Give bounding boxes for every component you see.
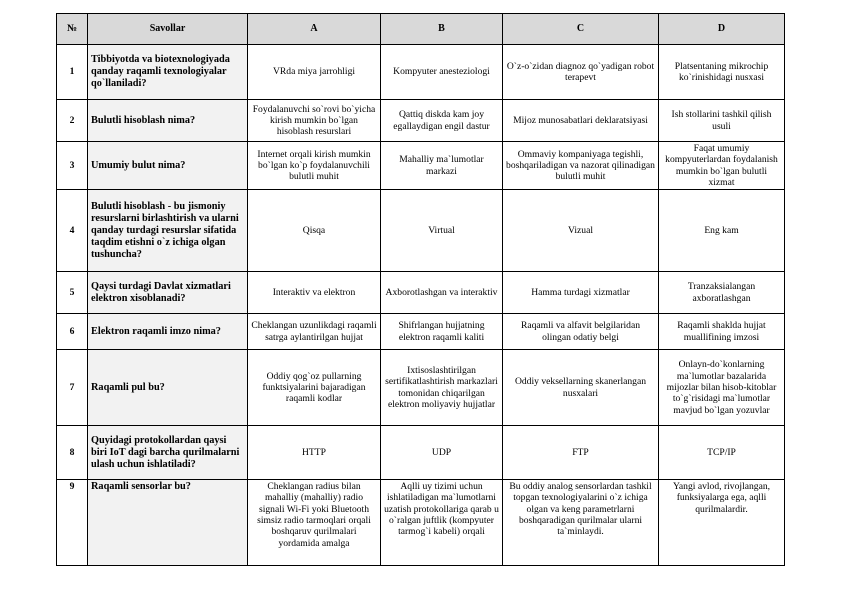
- option-b-cell: Ixtisoslashtirilgan sertifikatlashtirish markazlari tomonidan chiqarilgan elektron moliyaviy hujjatlar: [381, 350, 503, 426]
- table-row: [57, 100, 785, 142]
- header-question: Savollar: [88, 14, 248, 45]
- option-c-cell: Raqamli va alfavit belgilaridan olingan odatiy belgi: [503, 314, 659, 350]
- option-b-cell: Kompyuter anesteziologi: [381, 45, 503, 100]
- question-cell: Umumiy bulut nima?: [88, 142, 248, 190]
- option-b-cell: Qattiq diskda kam joy egallaydigan engil dastur: [381, 100, 503, 142]
- option-d-cell: Onlayn-do`konlarning ma`lumotlar bazalarida mijozlar bilan hisob-kitoblar to`g`risidagi ma`lumotlar mavjud bo`lgan yozuvlar: [659, 350, 785, 426]
- option-d-cell: TCP/IP: [659, 426, 785, 480]
- option-a-cell: VRda miya jarrohligi: [248, 45, 381, 100]
- option-a-cell: Foydalanuvchi so`rovi bo`yicha kirish mumkin bo`lgan hisoblash resurslari: [248, 100, 381, 142]
- question-cell: Elektron raqamli imzo nima?: [88, 314, 248, 350]
- table-header-row: [57, 14, 785, 45]
- quiz-table: [56, 13, 785, 566]
- option-c-cell: Hamma turdagi xizmatlar: [503, 272, 659, 314]
- table-row: [57, 314, 785, 350]
- question-cell: Quyidagi protokollardan qaysi biri IoT dagi barcha qurilmalarni ulash uchun ishlatiladi?: [88, 426, 248, 480]
- option-a-cell: Interaktiv va elektron: [248, 272, 381, 314]
- option-b-cell: Axborotlashgan va interaktiv: [381, 272, 503, 314]
- option-d-cell: Tranzaksialangan axboratlashgan: [659, 272, 785, 314]
- option-c-cell: Bu oddiy analog sensorlardan tashkil topgan texnologiyalarini o`z ichiga olgan va keng parametrlarni boshqaradigan qurilmalar ularni ta`minlaydi.: [503, 480, 659, 566]
- option-d-cell: Faqat umumiy kompyuterlardan foydalanish mumkin bo`lgan bulutli xizmat: [659, 142, 785, 190]
- option-d-cell: Eng kam: [659, 190, 785, 272]
- option-a-cell: Cheklangan uzunlikdagi raqamli satrga aylantirilgan hujjat: [248, 314, 381, 350]
- table-row: [57, 45, 785, 100]
- option-c-cell: Oddiy veksellarning skanerlangan nusxalari: [503, 350, 659, 426]
- table-row: [57, 272, 785, 314]
- question-cell: Qaysi turdagi Davlat xizmatlari elektron xisoblanadi?: [88, 272, 248, 314]
- row-number: 5: [57, 272, 88, 314]
- option-b-cell: Mahalliy ma`lumotlar markazi: [381, 142, 503, 190]
- option-a-cell: Qisqa: [248, 190, 381, 272]
- option-d-cell: Ish stollarini tashkil qilish usuli: [659, 100, 785, 142]
- question-cell: Tibbiyotda va biotexnologiyada qanday raqamli texnologiyalar qo`llaniladi?: [88, 45, 248, 100]
- option-d-cell: Yangi avlod, rivojlangan, funksiyalarga ega, aqlli qurilmalardir.: [659, 480, 785, 566]
- row-number: 2: [57, 100, 88, 142]
- option-b-cell: Shifrlangan hujjatning elektron raqamli kaliti: [381, 314, 503, 350]
- row-number: 7: [57, 350, 88, 426]
- header-option-a: A: [248, 14, 381, 45]
- row-number: 3: [57, 142, 88, 190]
- option-d-cell: Raqamli shaklda hujjat muallifining imzosi: [659, 314, 785, 350]
- header-option-d: D: [659, 14, 785, 45]
- table-row: [57, 426, 785, 480]
- option-c-cell: Mijoz munosabatlari deklaratsiyasi: [503, 100, 659, 142]
- table-row: [57, 190, 785, 272]
- option-b-cell: Aqlli uy tizimi uchun ishlatiladigan ma`lumotlarni uzatish protokollariga qarab u o`ralgan juftlik (kompyuter tarmog`i kabeli) orqali: [381, 480, 503, 566]
- option-c-cell: Vizual: [503, 190, 659, 272]
- option-a-cell: HTTP: [248, 426, 381, 480]
- table-row: [57, 480, 785, 566]
- row-number: 8: [57, 426, 88, 480]
- option-b-cell: Virtual: [381, 190, 503, 272]
- option-a-cell: Oddiy qog`oz pullarning funktsiyalarini bajaradigan raqamli kodlar: [248, 350, 381, 426]
- table-row: [57, 142, 785, 190]
- table-row: [57, 350, 785, 426]
- question-cell: Raqamli pul bu?: [88, 350, 248, 426]
- question-cell: Bulutli hisoblash nima?: [88, 100, 248, 142]
- option-a-cell: Internet orqali kirish mumkin bo`lgan ko`p foydalanuvchili bulutli muhit: [248, 142, 381, 190]
- row-number: 4: [57, 190, 88, 272]
- header-option-b: B: [381, 14, 503, 45]
- option-a-cell: Cheklangan radius bilan mahalliy (mahalliy) radio signali Wi-Fi yoki Bluetooth simsiz radio tarmoqlari orqali boshqaruv qurilmalari yordamida amalga: [248, 480, 381, 566]
- option-c-cell: Ommaviy kompaniyaga tegishli, boshqariladigan va nazorat qilinadigan bulutli muhit: [503, 142, 659, 190]
- row-number: 1: [57, 45, 88, 100]
- header-number: №: [57, 14, 88, 45]
- option-d-cell: Platsentaning mikrochip ko`rinishidagi nusxasi: [659, 45, 785, 100]
- option-c-cell: FTP: [503, 426, 659, 480]
- header-option-c: C: [503, 14, 659, 45]
- row-number: 9: [57, 480, 88, 566]
- question-cell: Raqamli sensorlar bu?: [88, 480, 248, 566]
- question-cell: Bulutli hisoblash - bu jismoniy resurslarni birlashtirish va ularni qanday turdagi resurslar sifatida taqdim etishni o`z ichiga olgan tushuncha?: [88, 190, 248, 272]
- option-c-cell: O`z-o`zidan diagnoz qo`yadigan robot terapevt: [503, 45, 659, 100]
- row-number: 6: [57, 314, 88, 350]
- option-b-cell: UDP: [381, 426, 503, 480]
